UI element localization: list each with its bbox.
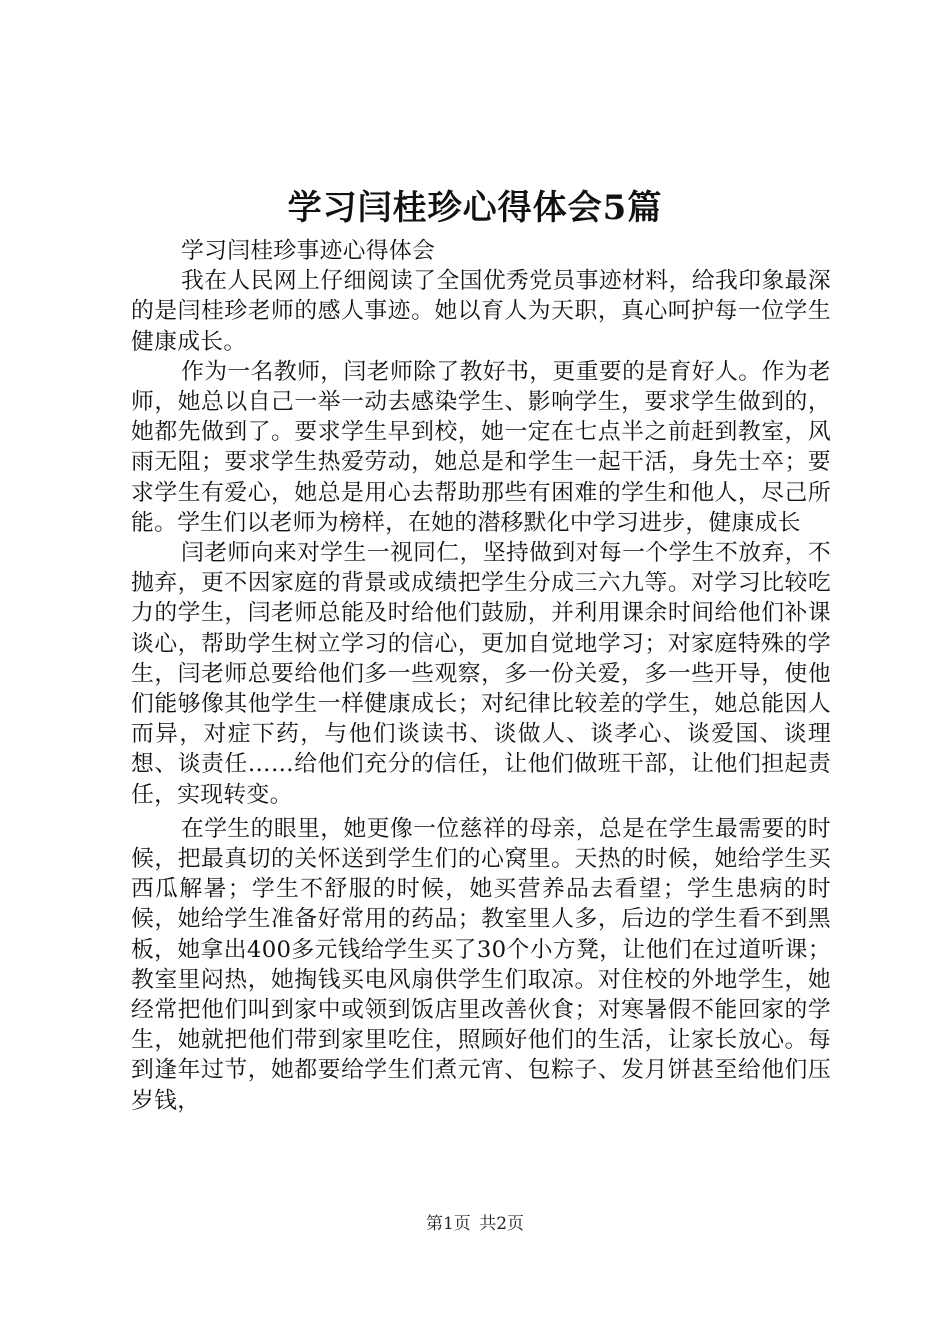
paragraph-4: 在学生的眼里，她更像一位慈祥的母亲，总是在学生最需要的时候，把最真切的关怀送到学生们的心窝里。天热的时候，她给学生买西瓜解暑；学生不舒服的时候，她买营养品去看望；学生患病的时候，她给学生准备好常用的药品；教室里人多，后边的学生看不到黑板，她拿出400多元钱给学生买了30个小方凳，让他们在过道听课；教室里闷热，她掏钱买电风扇供学生们取凉。对住校的外地学生，她经常把他们叫到家中或领到饭店里改善伙食；对寒暑假不能回家的学生，她就把他们带到家里吃住，照顾好他们的生活，让家长放心。每到逢年过节，她都要给学生们煮元宵、包粽子、发月饼甚至给他们压岁钱， bbox=[131, 815, 831, 1114]
document-title: 学习闫桂珍心得体会5篇 bbox=[287, 188, 663, 228]
section-subtitle: 学习闫桂珍事迹心得体会 bbox=[181, 238, 436, 264]
page-footer: 第1页 共2页 bbox=[425, 1214, 525, 1234]
paragraph-2: 作为一名教师，闫老师除了教好书，更重要的是育好人。作为老师，她总以自己一举一动去感染学生、影响学生，要求学生做到的，她都先做到了。要求学生早到校，她一定在七点半之前赶到教室，风雨无阻；要求学生热爱劳动，她总是和学生一起干活，身先士卒；要求学生有爱心，她总是用心去帮助那些有困难的学生和他人，尽己所能。学生们以老师为榜样，在她的潜移默化中学习进步，健康成长 bbox=[131, 358, 831, 536]
paragraph-3: 闫老师向来对学生一视同仁，坚持做到对每一个学生不放弃，不抛弃，更不因家庭的背景或成绩把学生分成三六九等。对学习比较吃力的学生，闫老师总能及时给他们鼓励，并利用课余时间给他们补课谈心，帮助学生树立学习的信心，更加自觉地学习；对家庭特殊的学生，闫老师总要给他们多一些观察，多一份关爱，多一些开导，使他们能够像其他学生一样健康成长；对纪律比较差的学生，她总能因人而异，对症下药，与他们谈读书、谈做人、谈孝心、谈爱国、谈理想、谈责任……给他们充分的信任，让他们做班干部，让他们担起责任，实现转变。 bbox=[131, 540, 831, 808]
paragraph-1: 我在人民网上仔细阅读了全国优秀党员事迹材料，给我印象最深的是闫桂珍老师的感人事迹。她以育人为天职，真心呵护每一位学生健康成长。 bbox=[131, 268, 831, 355]
document-body bbox=[131, 236, 831, 1116]
